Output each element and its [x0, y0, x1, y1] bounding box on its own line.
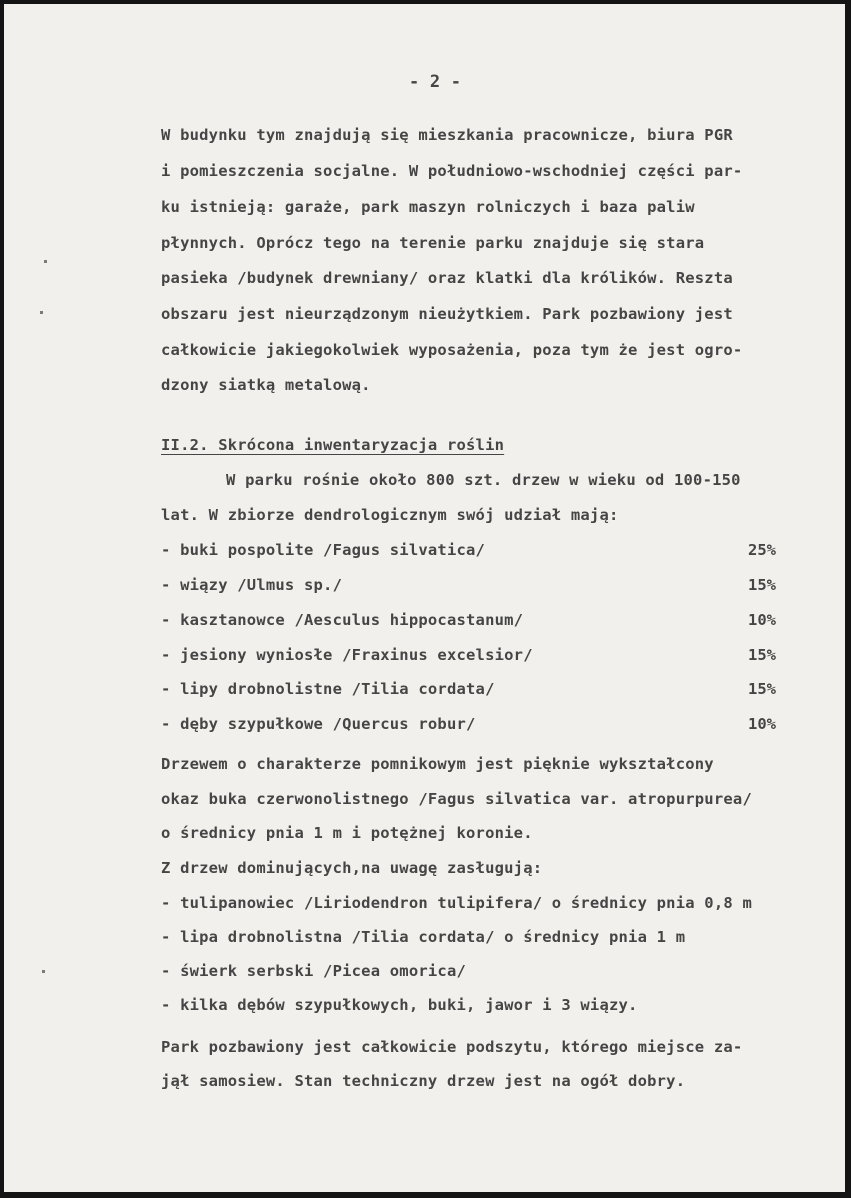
species-name: - jesiony wyniosłe /Fraxinus excelsior/: [161, 646, 533, 664]
section-heading: II.2. Skrócona inwentaryzacja roślin: [161, 436, 505, 454]
text-line: lat. W zbiorze dendrologicznym swój udział mają:: [161, 506, 619, 524]
text-line: Drzewem o charakterze pomnikowym jest pięknie wykształcony: [161, 755, 714, 773]
text-line: jął samosiew. Stan techniczny drzew jest na ogół dobry.: [161, 1072, 686, 1090]
scan-speck: [40, 311, 43, 314]
list-item: - świerk serbski /Picea omorica/: [161, 962, 467, 980]
page-number: - 2 -: [409, 72, 462, 92]
text-line: Park pozbawiony jest całkowicie podszytu, którego miejsce za-: [161, 1038, 743, 1056]
species-name: - dęby szypułkowe /Quercus robur/: [161, 715, 476, 733]
species-percent: 15%: [748, 576, 776, 594]
species-percent: 15%: [748, 646, 776, 664]
text-line: obszaru jest nieurządzonym nieużytkiem. Park pozbawiony jest: [161, 305, 733, 323]
text-line: okaz buka czerwonolistnego /Fagus silvatica var. atropurpurea/: [161, 790, 752, 808]
document-page: [4, 4, 845, 1192]
list-item: - kilka dębów szypułkowych, buki, jawor i 3 wiązy.: [161, 996, 638, 1014]
list-item: - tulipanowiec /Liriodendron tulipifera/ o średnicy pnia 0,8 m: [161, 894, 752, 912]
species-percent: 10%: [748, 715, 776, 733]
species-name: - buki pospolite /Fagus silvatica/: [161, 541, 486, 559]
text-line: o średnicy pnia 1 m i potężnej koronie.: [161, 824, 533, 842]
list-item: - lipa drobnolistna /Tilia cordata/ o średnicy pnia 1 m: [161, 928, 686, 946]
text-line: całkowicie jakiegokolwiek wyposażenia, poza tym że jest ogro-: [161, 341, 743, 359]
text-line: W budynku tym znajdują się mieszkania pracownicze, biura PGR: [161, 126, 733, 144]
scan-speck: [42, 970, 45, 973]
text-line: i pomieszczenia socjalne. W południowo-wschodniej części par-: [161, 162, 743, 180]
species-name: - wiązy /Ulmus sp./: [161, 576, 343, 594]
species-name: - lipy drobnolistne /Tilia cordata/: [161, 680, 495, 698]
species-percent: 15%: [748, 680, 776, 698]
text-line: ku istnieją: garaże, park maszyn rolniczych i baza paliw: [161, 198, 695, 216]
species-percent: 25%: [748, 541, 776, 559]
species-percent: 10%: [748, 611, 776, 629]
text-line: dzony siatką metalową.: [161, 376, 371, 394]
text-line: płynnych. Oprócz tego na terenie parku znajduje się stara: [161, 234, 705, 252]
scan-speck: [44, 260, 47, 263]
species-name: - kasztanowce /Aesculus hippocastanum/: [161, 611, 524, 629]
text-line: pasieka /budynek drewniany/ oraz klatki dla królików. Reszta: [161, 269, 733, 287]
text-line: Z drzew dominujących,na uwagę zasługują:: [161, 859, 543, 877]
text-line: W parku rośnie około 800 szt. drzew w wieku od 100-150: [226, 471, 741, 489]
